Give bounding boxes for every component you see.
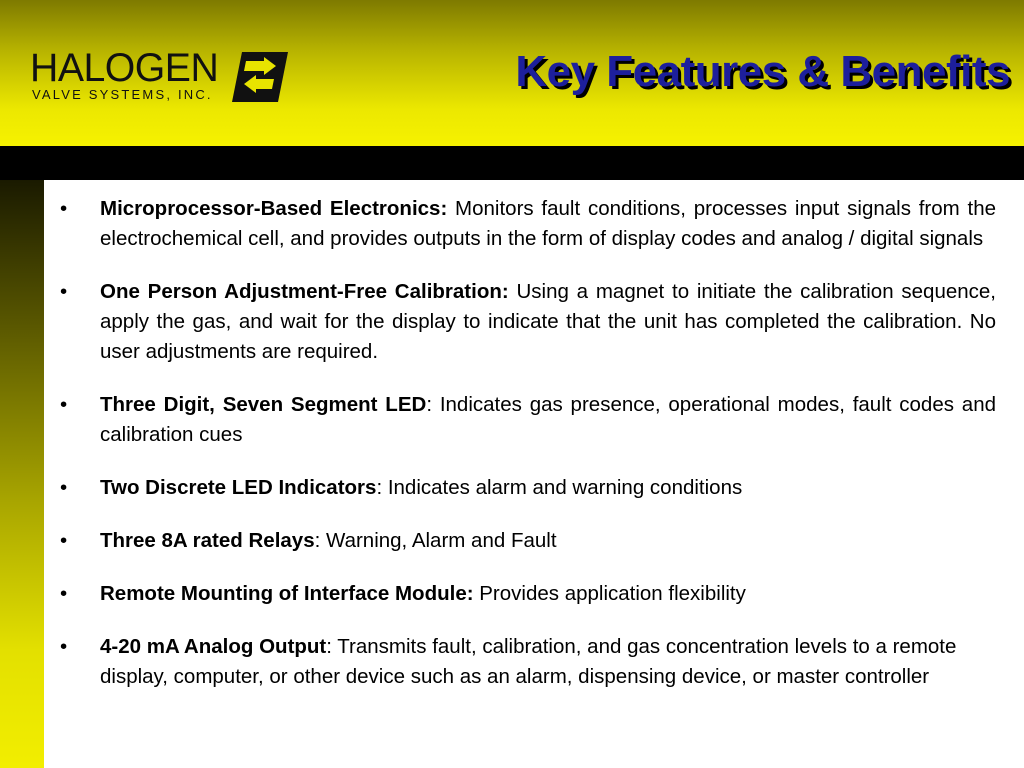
feature-term: Three Digit, Seven Segment LED [100,393,427,416]
header-banner [0,0,1024,146]
feature-item [44,390,996,450]
feature-description: : Transmits fault, calibration, and gas concentration levels to a remote display, computer, or other device such as an alarm, dispensing device, or master controller [100,635,957,688]
feature-term: 4-20 mA Analog Output [100,635,327,658]
feature-item [44,194,996,254]
feature-description: Monitors fault conditions, processes input signals from the electrochemical cell, and provides outputs in the form of display codes and analog / digital signals [100,197,996,250]
feature-description: Provides application flexibility [473,582,746,605]
bullet: • [60,529,68,552]
feature-description: : Indicates gas presence, operational modes, fault codes and calibration cues [100,393,996,446]
feature-description: Using a magnet to initiate the calibration sequence, apply the gas, and wait for the display to indicate that the unit has completed the calibration. No user adjustments are required. [100,280,996,363]
feature-item [44,473,996,503]
bullet: • [60,197,68,220]
header-divider-band [0,146,1024,180]
feature-term: Remote Mounting of Interface Module: [100,582,474,605]
feature-item [44,526,996,556]
bullet: • [60,582,68,605]
left-gradient-strip [0,180,44,768]
feature-item [44,632,996,692]
bullet: • [60,476,68,499]
logo-arrows-icon [232,52,288,102]
feature-term: One Person Adjustment-Free Calibration: [100,280,509,303]
page-title: Key Features & Benefits [515,47,1010,96]
feature-item [44,579,996,609]
feature-description: : Warning, Alarm and Fault [314,529,557,552]
bullet: • [60,280,68,303]
feature-term: Two Discrete LED Indicators [100,476,377,499]
bullet: • [60,393,68,416]
feature-item [44,277,996,367]
bullet: • [60,635,68,658]
company-logo [28,48,290,108]
logo-subtitle: VALVE SYSTEMS, INC. [32,87,213,102]
feature-term: Three 8A rated Relays [100,529,315,552]
feature-description: : Indicates alarm and warning conditions [376,476,743,499]
feature-term: Microprocessor-Based Electronics: [100,197,448,220]
content-area [44,180,1024,768]
feature-list [44,194,996,715]
logo-wordmark: HALOGEN [30,46,219,90]
